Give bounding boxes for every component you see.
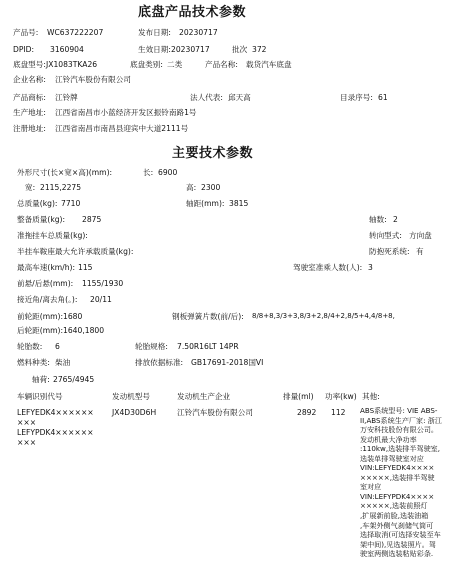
- axles-label: 轴数:: [369, 215, 387, 224]
- production-address-label: 生产地址:: [13, 108, 46, 117]
- other-line: VIN:LEFYPDK4××××: [360, 491, 435, 501]
- tires-count-value: 6: [55, 342, 60, 351]
- other-line: ABS系统型号: VIE ABS-: [360, 406, 438, 415]
- other-line: ×××××,选装前照灯: [360, 501, 428, 511]
- batch-label: 批次: [232, 45, 248, 54]
- tire-spec-label: 轮胎规格:: [135, 342, 168, 351]
- semi-trailer-total-label: 准拖挂车总质量(kg):: [17, 231, 88, 240]
- vin-line: LEFYPDK4××××××: [17, 428, 94, 437]
- dpid: 3160904: [50, 45, 84, 54]
- other-line: 驶室两侧选装粘贴彩条.: [360, 549, 434, 559]
- width-value: 2115,2275: [40, 183, 82, 192]
- brand-label: 产品商标:: [13, 93, 46, 102]
- steering-value: 方向盘: [409, 231, 432, 240]
- saddle-load-label: 半挂车鞍座最大允许承载质量(kg):: [17, 247, 134, 256]
- front-track-value: 1680: [63, 312, 83, 321]
- power: 112: [331, 408, 346, 417]
- other-line: VIN:LEFYEDK4××××: [360, 463, 435, 473]
- other-line: 选装单排驾驶室对应: [360, 453, 424, 463]
- effective-date: 20230717: [171, 45, 210, 54]
- registered-address-label: 注册地址:: [13, 124, 46, 133]
- other-line: ,扩展新前脸,选装油箱: [360, 511, 429, 521]
- product-name-label: 产品名称:: [205, 60, 238, 69]
- curb-mass-label: 整备质量(kg):: [17, 215, 66, 224]
- other-line: 室对应: [360, 482, 382, 492]
- emission-value: GB17691-2018国VI: [191, 358, 264, 367]
- col-header-other: 其他:: [362, 392, 380, 401]
- specs-title: 主要技术参数: [172, 146, 254, 161]
- rear-track-value: 1640,1800: [63, 326, 105, 335]
- abs-value: 有: [416, 247, 424, 256]
- catalog-seq: 61: [378, 93, 388, 102]
- other-line: ×××××,选装排半驾驶: [360, 472, 435, 482]
- batch: 372: [252, 45, 267, 54]
- chassis-category-label: 底盘类别:: [130, 60, 163, 69]
- approach-departure-angle-value: 20/11: [90, 295, 112, 304]
- axle-load-value: 2765/4945: [53, 375, 95, 384]
- col-header-vin: 车辆识别代号: [17, 392, 63, 401]
- abs-label: 防抱死系统:: [369, 247, 410, 256]
- axles-value: 2: [393, 215, 398, 224]
- other-line: 架中间),见选装照片。驾: [360, 539, 436, 549]
- height-value: 2300: [201, 183, 221, 192]
- vin-line: ×××: [17, 438, 37, 447]
- company-label: 企业名称:: [13, 75, 46, 84]
- dimensions-label: 外形尺寸(长×宽×高)(mm):: [17, 168, 113, 177]
- emission-label: 排放依据标准:: [135, 358, 184, 367]
- release-date: 20230717: [179, 28, 218, 37]
- max-speed-value: 115: [78, 263, 93, 272]
- max-speed-label: 最高车速(km/h):: [17, 263, 76, 272]
- chassis-model-label: 底盘型号:: [13, 60, 46, 69]
- length-label: 长:: [143, 168, 154, 177]
- legal-rep-label: 法人代表:: [190, 93, 223, 102]
- springs-value: 8/8+8,3/3+3,8/3+2,8/4+2,8/5+4,4/8+8,: [252, 312, 395, 320]
- approach-departure-angle-label: 接近角/离去角(。):: [17, 295, 78, 304]
- front-track-label: 前轮距(mm):: [17, 312, 64, 321]
- release-date-label: 发布日期:: [138, 28, 171, 37]
- curb-mass-value: 2875: [82, 215, 102, 224]
- height-label: 高:: [186, 183, 197, 192]
- overhang-value: 1155/1930: [82, 279, 124, 288]
- chassis-model: JX1083TKA26: [46, 60, 98, 69]
- other-line: 选择取消(可选择安装至车: [360, 530, 441, 540]
- dpid-label: DPID:: [13, 45, 35, 54]
- rear-track-label: 后轮距(mm):: [17, 326, 64, 335]
- wheelbase-value: 3815: [229, 199, 249, 208]
- catalog-seq-label: 目录序号:: [340, 93, 373, 102]
- axle-load-label: 轴荷:: [32, 375, 50, 384]
- company-name: 江铃汽车股份有限公司: [55, 75, 131, 84]
- vin-line: ×××: [17, 418, 37, 427]
- col-header-displacement: 排量(ml): [283, 392, 314, 401]
- chassis-category: 二类: [167, 60, 183, 69]
- other-line: ,车架外侧气刹储气筒可: [360, 520, 434, 530]
- cab-passengers-label: 驾驶室准乘人数(人):: [293, 263, 363, 272]
- other-line: :110kw,选装排半驾驶室,: [360, 444, 441, 454]
- engine-model: JX4D30D6H: [112, 408, 157, 417]
- steering-label: 转向型式:: [369, 231, 402, 240]
- tires-count-label: 轮胎数:: [17, 342, 43, 351]
- brand: 江铃牌: [55, 93, 78, 102]
- product-no: WC637222207: [47, 28, 104, 37]
- engine-maker: 江铃汽车股份有限公司: [177, 408, 253, 417]
- cab-passengers-value: 3: [368, 263, 373, 272]
- length-value: 6900: [158, 168, 178, 177]
- other-notes: [360, 406, 454, 559]
- total-mass-label: 总质量(kg):: [17, 199, 58, 208]
- production-address: 江西省南昌市小蓝经济开发区振铃南路1号: [55, 108, 197, 117]
- product-name: 载货汽车底盘: [246, 60, 292, 69]
- other-line: 万安科技股份有限公司。: [360, 425, 439, 435]
- product-no-label: 产品号:: [13, 28, 39, 37]
- tire-spec-value: 7.50R16LT 14PR: [177, 342, 239, 351]
- fuel-label: 燃料种类:: [17, 358, 50, 367]
- legal-rep: 邱天高: [228, 93, 251, 102]
- fuel-value: 柴油: [55, 358, 71, 367]
- vin-line: LEFYEDK4××××××: [17, 408, 94, 417]
- wheelbase-label: 轴距(mm):: [186, 199, 225, 208]
- effective-date-label: 生效日期:: [138, 45, 171, 54]
- overhang-label: 前悬/后悬(mm):: [17, 279, 74, 288]
- springs-label: 钢板弹簧片数(前/后):: [172, 312, 244, 321]
- col-header-engine-model: 发动机型号: [112, 392, 150, 401]
- other-line: II,ABS系统生产厂家: 浙江: [360, 415, 442, 425]
- width-label: 宽:: [25, 183, 36, 192]
- col-header-engine-maker: 发动机生产企业: [177, 392, 231, 401]
- other-line: 发动机最大净功率: [360, 434, 417, 444]
- total-mass-value: 7710: [61, 199, 81, 208]
- col-header-power: 功率(kw): [325, 392, 357, 401]
- displacement: 2892: [297, 408, 317, 417]
- page-title: 底盘产品技术参数: [138, 5, 247, 20]
- registered-address: 江西省南昌市南昌县迎宾中大道2111号: [55, 124, 189, 133]
